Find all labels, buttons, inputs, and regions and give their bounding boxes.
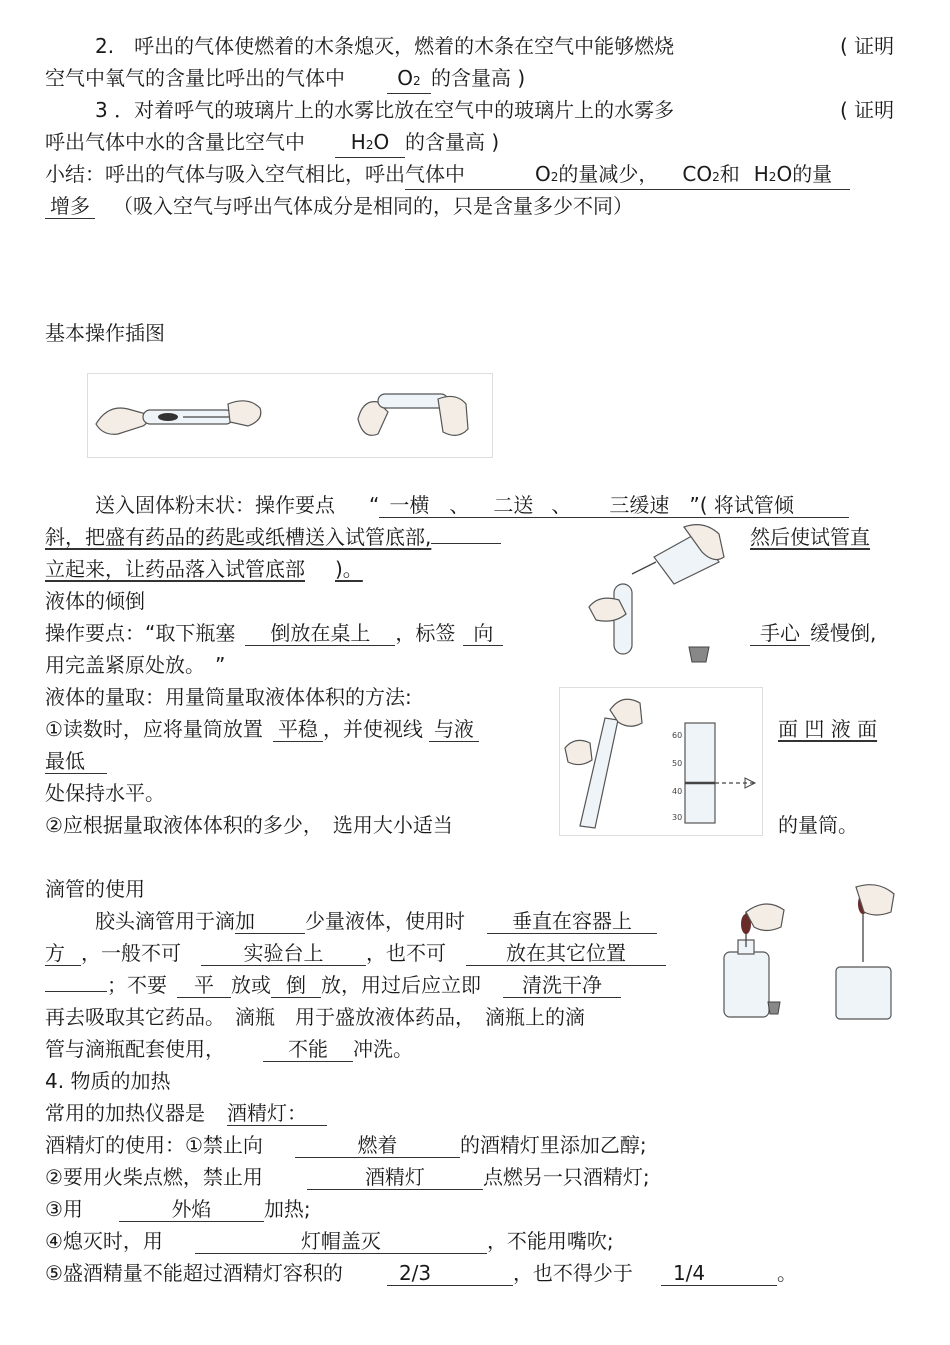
answer-o2: O2 xyxy=(387,66,431,94)
answer-increase: 增多 xyxy=(45,194,95,219)
dropper-line-1: 胶头滴管用于滴加 少量液体，使用时 垂直在容器上 xyxy=(95,908,657,934)
dropper-line-5: 管与滴瓶配套使用， 不能 冲洗。 xyxy=(45,1037,413,1061)
dropper-line-3: ；不要 平 放或 倒 放，用过后应立即 清洗干净 xyxy=(45,972,621,998)
reading-line-2: 最低 xyxy=(45,748,107,774)
reading-line-3: 处保持水平。 xyxy=(45,781,165,805)
liquid-pouring-illustration xyxy=(574,522,734,664)
cylinder-measure-heading: 液体的量取：用量筒量取液体体积的方法: xyxy=(45,685,412,709)
liquid-pouring-heading: 液体的倾倒 xyxy=(45,589,145,613)
heating-line-6: ⑤盛酒精量不能超过酒精灯容积的 2/3 ，也不得少于 1/4 。 xyxy=(45,1261,797,1285)
answer-vertical: 垂直在容器上 xyxy=(487,909,657,934)
heating-line-4: ③用 外焰 加热; xyxy=(45,1197,311,1221)
pouring-line-right: 手心 缓慢倒, xyxy=(750,620,876,646)
reading-line-1: ①读数时，应将量筒放置 平稳 ，并使视线 与液 xyxy=(45,716,479,742)
powder-line-2b: 然后使试管直 xyxy=(750,525,870,549)
answer-h2o: H2O xyxy=(335,130,405,158)
powder-line-2: 斜，把盛有药品的药匙或纸槽送入试管底部, xyxy=(45,524,501,550)
answer-elsewhere: 放在其它位置 xyxy=(466,941,666,966)
line-water-mist: 3 ．对着呼气的玻璃片上的水雾比放在空气中的玻璃片上的水雾多 xyxy=(95,98,675,122)
tick-60: 60 xyxy=(672,731,683,740)
answer-two-thirds: 2/3 xyxy=(387,1261,513,1286)
heating-heading: 4. 物质的加热 xyxy=(45,1069,171,1093)
powder-line-3: 立起来，让药品落入试管底部 )。 xyxy=(45,557,363,581)
answer-flat: 平 xyxy=(177,973,231,998)
powder-operation-line: 送入固体粉末状：操作要点 “ 一横 、 二送 、 三缓速 ”( 将试管倾 xyxy=(95,492,849,518)
dropper-illustration xyxy=(716,882,906,1024)
answer-stable: 平稳 xyxy=(273,717,323,742)
answer-stopper: 倒放在桌上 xyxy=(245,621,395,646)
heating-line-3: ②要用火柴点燃，禁止用 酒精灯 点燃另一只酒精灯; xyxy=(45,1165,650,1189)
dropper-line-2: 方 ，一般不可 实验台上 ，也不可 放在其它位置 xyxy=(45,940,666,966)
answer-lamp: 酒精灯 xyxy=(307,1165,483,1190)
pouring-line-2: 用完盖紧原处放。 ” xyxy=(45,653,226,677)
proof-label-1: ( 证明 xyxy=(840,34,895,58)
answer-outer-flame: 外焰 xyxy=(119,1197,264,1222)
summary-answer: 气体中 O2的量减少， CO2和 H2O的量 xyxy=(405,162,850,190)
dropper-heading: 滴管的使用 xyxy=(45,877,145,901)
summary-line-2: 增多 （吸入空气与呼出气体成分是相同的，只是含量多少不同） xyxy=(45,193,633,219)
answer-alcohol-lamp: 酒精灯： xyxy=(227,1101,327,1126)
cylinder-choice-line-right: 的量筒。 xyxy=(778,813,858,837)
line-water-content: 呼出气体中水的含量比空气中 H2O 的含量高 ) xyxy=(45,129,499,158)
answer-palm: 手心 xyxy=(750,621,810,646)
answer-cannot: 不能 xyxy=(263,1037,353,1062)
answer-eye-level: 与液 xyxy=(429,717,479,742)
summary-line: 小结：呼出的气体与吸入空气相比，呼出气体中 O2的量减少， CO2和 H2O的量 xyxy=(45,161,850,190)
dropper-line-4: 再去吸取其它药品。 滴瓶 用于盛放液体药品， 滴瓶上的滴 xyxy=(45,1005,585,1029)
powder-loading-illustration xyxy=(87,373,493,458)
answer-lit: 燃着 xyxy=(295,1133,460,1158)
heating-line-5: ④熄灭时，用 灯帽盖灭 ，不能用嘴吹; xyxy=(45,1229,614,1253)
cylinder-choice-line: ②应根据量取液体体积的多少， 选用大小适当 xyxy=(45,813,453,837)
answer-one-quarter: 1/4 xyxy=(661,1261,777,1286)
section-heading-basic-ops: 基本操作插图 xyxy=(45,321,165,345)
proof-label-2: ( 证明 xyxy=(840,98,895,122)
cylinder-reading-illustration xyxy=(559,687,763,836)
answer-clean: 清洗干净 xyxy=(503,973,621,998)
heating-line-1: 常用的加热仪器是 酒精灯： xyxy=(45,1100,327,1126)
answer-powder-steps: 一横 、 二送 、 三缓速 ”( 将试管倾 xyxy=(379,493,849,518)
answer-cap: 灯帽盖灭 xyxy=(195,1229,487,1254)
pouring-operation-line: 操作要点：“取下瓶塞 倒放在桌上 ，标签 向 xyxy=(45,620,503,646)
heating-line-2: 酒精灯的使用：①禁止向 燃着 的酒精灯里添加乙醇; xyxy=(45,1133,647,1157)
tick-30: 30 xyxy=(672,813,683,822)
answer-table: 实验台上 xyxy=(201,941,366,966)
tick-50: 50 xyxy=(672,759,683,768)
tick-40: 40 xyxy=(672,787,683,796)
line-exhaled-extinguish: 2. 呼出的气体使燃着的木条熄灭，燃着的木条在空气中能够燃烧 xyxy=(95,34,675,58)
answer-label-dir: 向 xyxy=(463,621,503,646)
reading-line-right: 面 凹 液 面 xyxy=(778,717,878,741)
line-oxygen-content: 空气中氧气的含量比呼出的气体中 O2 的含量高 ) xyxy=(45,65,525,94)
answer-upside: 倒 xyxy=(271,973,321,998)
